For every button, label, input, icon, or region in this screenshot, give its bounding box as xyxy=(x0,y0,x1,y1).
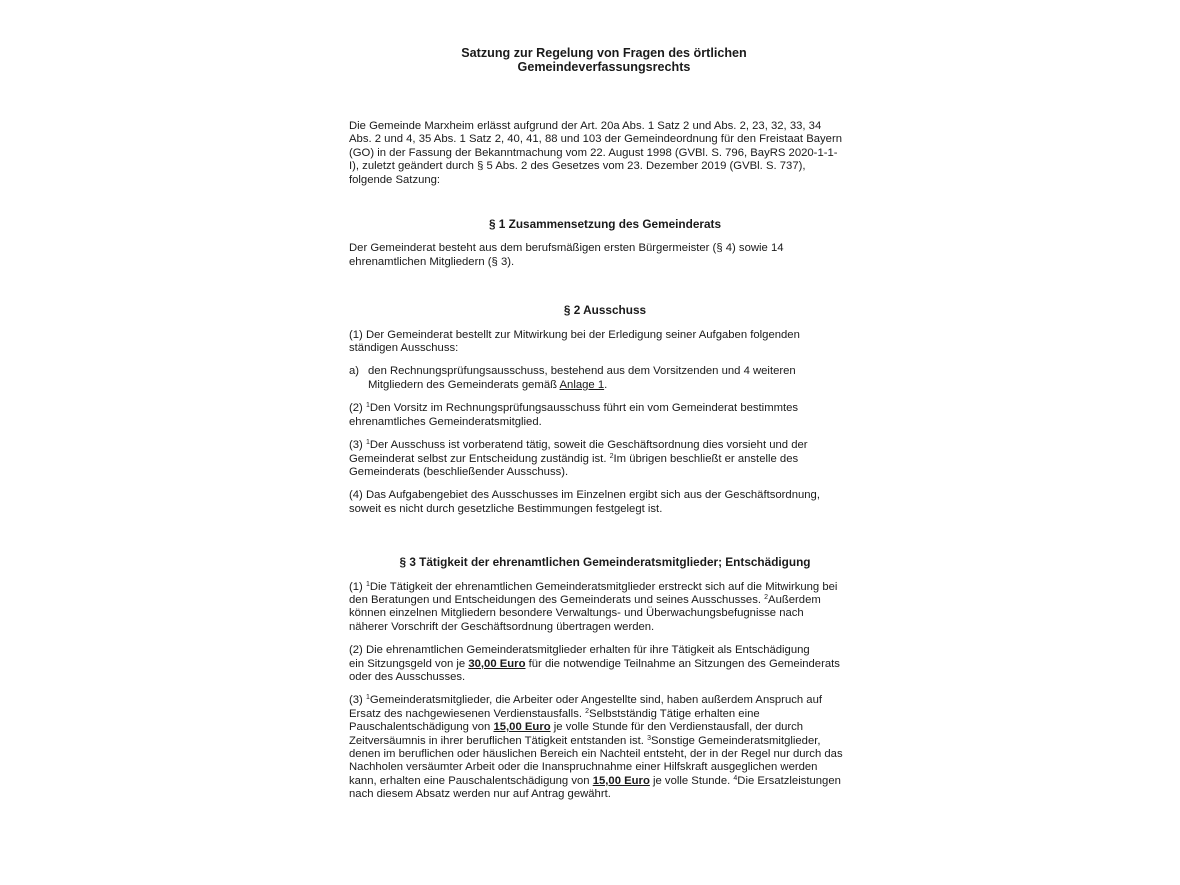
text-line: ständigen Ausschuss: xyxy=(349,342,459,355)
text-span: Die Ersatzleistungen xyxy=(737,774,841,787)
text-line: soweit es nicht durch gesetzliche Bestimmungen festgelegt ist. xyxy=(349,502,663,515)
preamble xyxy=(349,120,861,187)
text-line xyxy=(349,402,861,415)
sentence-number: 1 xyxy=(365,439,370,447)
section-2-paragraph-1 xyxy=(349,329,861,356)
text-line: den Rechnungsprüfungsausschuss, bestehend aus dem Vorsitzenden und 4 weiteren xyxy=(368,365,796,378)
text-line xyxy=(349,658,861,671)
section-2-paragraph-2 xyxy=(349,402,861,429)
sentence-number: 1 xyxy=(365,694,370,702)
text-line xyxy=(349,439,861,452)
text-line xyxy=(349,594,861,607)
preamble-line: (GO) in der Fassung der Bekanntmachung vom 22. August 1998 (GVBl. S. 796, BayRS 2020-1-1- xyxy=(349,146,838,159)
text-span: . xyxy=(604,378,608,391)
section-2-heading: § 2 Ausschuss xyxy=(563,303,647,318)
section-2-paragraph-3 xyxy=(349,439,861,479)
text-line: (2) Die ehrenamtlichen Gemeinderatsmitglieder erhalten für ihre Tätigkeit als Entschädigung xyxy=(349,644,810,657)
text-line xyxy=(349,775,861,788)
text-span: Gemeinderat selbst zur Entscheidung zuständig ist. xyxy=(349,452,610,465)
sentence-number: 1 xyxy=(365,580,370,588)
text-line: (1) Der Gemeinderat bestellt zur Mitwirkung bei der Erledigung seiner Aufgaben folgenden xyxy=(349,328,800,341)
preamble-line: folgende Satzung: xyxy=(349,173,441,186)
text-span: den Beratungen und Entscheidungen des Gemeinderats und seines Ausschusses. xyxy=(349,593,765,606)
section-3-heading: § 3 Tätigkeit der ehrenamtlichen Gemeinderatsmitglieder; Entschädigung xyxy=(399,555,811,570)
list-item-a xyxy=(349,365,861,392)
section-1-text xyxy=(349,242,861,269)
sentence-number: 3 xyxy=(647,734,651,742)
paragraph-number: (3) xyxy=(349,694,366,707)
title-line-2: Gemeindeverfassungsrechts xyxy=(517,60,691,74)
paragraph-number: (1) xyxy=(349,580,366,593)
text-span: Selbstständig Tätige erhalten eine xyxy=(589,707,760,720)
sentence-number: 1 xyxy=(365,402,370,410)
text-span: Ersatz des nachgewiesenen Verdienstausfalls. xyxy=(349,707,586,720)
text-span: Die Tätigkeit der ehrenamtlichen Gemeinderatsmitglieder erstreckt sich auf die Mitwirkung bei xyxy=(369,580,838,593)
section-3-paragraph-1 xyxy=(349,581,861,635)
text-span: Mitgliedern des Gemeinderats gemäß xyxy=(368,378,560,391)
text-span: Pauschalentschädigung von xyxy=(349,721,494,734)
preamble-line: Die Gemeinde Marxheim erlässt aufgrund der Art. 20a Abs. 1 Satz 2 und Abs. 2, 23, 32, 33, 34 xyxy=(349,120,822,132)
text-line: näherer Vorschrift der Geschäftsordnung übertragen werden. xyxy=(349,620,655,633)
text-line: Gemeinderats (beschließender Ausschuss). xyxy=(349,465,569,478)
text-line: ehrenamtlichen Mitgliedern (§ 3). xyxy=(349,255,515,268)
paragraph-number: (3) xyxy=(349,439,366,452)
document-body xyxy=(349,46,861,802)
text-span: je volle Stunde. xyxy=(649,774,734,787)
hourly-rate-amount: 15,00 Euro xyxy=(592,774,650,787)
text-span: kann, erhalten eine Pauschalentschädigung von xyxy=(349,774,593,787)
text-span: Den Vorsitz im Rechnungsprüfungsausschuss führt ein vom Gemeinderat bestimmtes xyxy=(369,402,799,415)
text-line: können einzelnen Mitgliedern besondere Verwaltungs- und Überwachungsbefugnisse nach xyxy=(349,607,804,620)
text-line xyxy=(349,721,861,734)
text-span: Gemeinderatsmitglieder, die Arbeiter oder Angestellte sind, haben außerdem Anspruch auf xyxy=(369,694,823,707)
text-span: Sonstige Gemeinderatsmitglieder, xyxy=(650,734,821,747)
list-item-text xyxy=(368,365,861,392)
text-line: nach diesem Absatz werden nur auf Antrag gewährt. xyxy=(349,788,611,801)
section-3-paragraph-3 xyxy=(349,694,861,801)
sentence-number: 4 xyxy=(733,774,738,782)
text-line: (4) Das Aufgabengebiet des Ausschusses im Einzelnen ergibt sich aus der Geschäftsordnung, xyxy=(349,489,820,502)
anlage-1-link[interactable]: Anlage 1 xyxy=(559,378,605,391)
text-line: Der Gemeinderat besteht aus dem berufsmäßigen ersten Bürgermeister (§ 4) sowie 14 xyxy=(349,242,784,255)
text-line xyxy=(368,379,861,392)
text-line xyxy=(349,694,861,707)
title-line-1: Satzung zur Regelung von Fragen des örtlichen xyxy=(461,46,747,60)
text-span: je volle Stunde für den Verdienstausfall, der durch xyxy=(550,721,804,734)
sitzungsgeld-amount: 30,00 Euro xyxy=(468,657,526,670)
section-3-paragraph-2 xyxy=(349,644,861,684)
paragraph-number: (2) xyxy=(349,402,366,415)
document-title xyxy=(347,46,861,74)
text-line: ehrenamtliches Gemeinderatsmitglied. xyxy=(349,415,542,428)
preamble-line: I), zuletzt geändert durch § 5 Abs. 2 des Gesetzes vom 23. Dezember 2019 (GVBl. S. 737), xyxy=(349,160,806,173)
preamble-line: Abs. 2 und 4, 35 Abs. 1 Satz 2, 40, 41, 88 und 103 der Gemeindeordnung für den Freistaat Bayern xyxy=(349,133,842,146)
text-line: denen im beruflichen oder häuslichen Bereich ein Nachteil entsteht, der in der Regel nur durch das xyxy=(349,748,843,760)
section-2-paragraph-4 xyxy=(349,489,861,516)
text-line: Nachholen versäumter Arbeit oder die Inanspruchnahme einer Hilfskraft ausgeglichen werden xyxy=(349,761,818,774)
text-span: für die notwendige Teilnahme an Sitzungen des Gemeinderats xyxy=(525,657,840,670)
section-1-heading: § 1 Zusammensetzung des Gemeinderats xyxy=(488,217,722,232)
hourly-rate-amount: 15,00 Euro xyxy=(493,721,551,734)
text-line xyxy=(349,453,861,466)
text-span: Zeitversäumnis in ihrer beruflichen Tätigkeit entstanden ist. xyxy=(349,734,648,747)
text-line xyxy=(349,708,861,721)
list-marker: a) xyxy=(349,365,360,378)
text-span: Außerdem xyxy=(768,593,821,606)
text-line xyxy=(349,581,861,594)
text-span: ein Sitzungsgeld von je xyxy=(349,657,469,670)
text-line xyxy=(349,735,861,748)
text-span: Im übrigen beschließt er anstelle des xyxy=(613,452,799,465)
sentence-number: 2 xyxy=(585,707,590,715)
text-line: oder des Ausschusses. xyxy=(349,670,466,683)
sentence-number: 2 xyxy=(764,593,769,601)
sentence-number: 2 xyxy=(609,452,614,460)
text-span: Der Ausschuss ist vorberatend tätig, soweit die Geschäftsordnung dies vorsieht und der xyxy=(369,439,808,452)
